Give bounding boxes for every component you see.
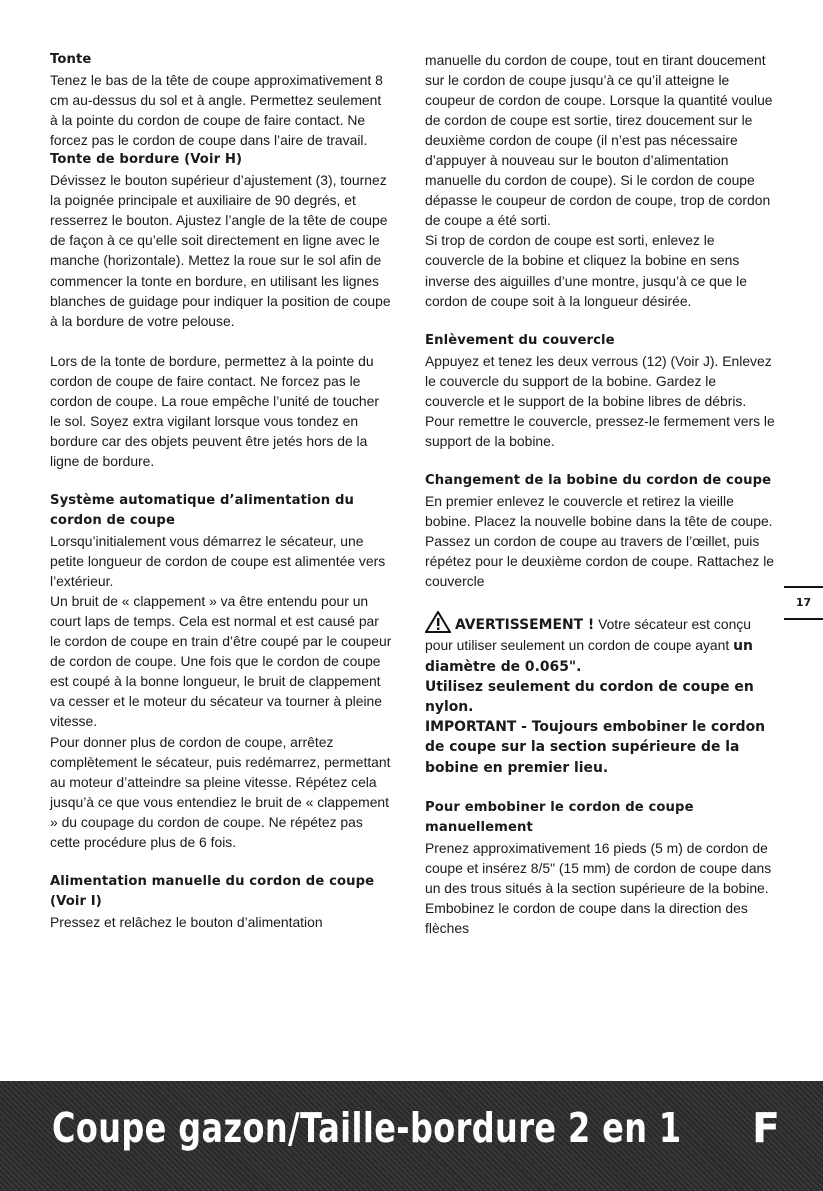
paragraph-tonte: Tenez le bas de la tête de coupe approximativement 8 cm au-dessus du sol et à angle. Permettez seulement à la pointe du cordon de coupe de faire contact. Ne forcez pas le cordon de coupe dans l’aire de travail. — [50, 72, 383, 149]
warning-nylon: Utilisez seulement du cordon de coupe en nylon. — [425, 679, 754, 716]
paragraph-enlevement-couvercle: Appuyez et tenez les deux verrous (12) (Voir J). Enlevez le couvercle du support de la bobine. Gardez le couvercle et le support de la bobine libres de débris. Pour remettre le couvercle, pressez-le fermement vers le support de la bobine. — [425, 352, 775, 449]
heading-changement-bobine: Changement de la bobine du cordon de coupe — [425, 472, 772, 488]
warning-diameter: un diamètre de 0.065". — [425, 638, 753, 676]
paragraph-tonte-bordure: Dévissez le bouton supérieur d’ajustement (3), tournez la poignée principale et auxiliaire de 90 degrés, et resserrez le bouton. Ajustez l’angle de la tête de coupe de façon à ce qu’elle soit directement en ligne avec le manche (horizontale). Mettez la roue sur le sol afin de commencer la tonte en bordure, en utilisant les lignes blanches de guidage pour indiquer la position de coupe à la bordure de votre pelouse. — [50, 172, 391, 329]
warning-important: IMPORTANT - Toujours embobiner le cordon de coupe sur la section supérieure de la bobine en premier lieu. — [425, 719, 766, 776]
page-number: 17 — [784, 586, 823, 620]
paragraph-continuation-2: Si trop de cordon de coupe est sorti, enlevez le couvercle de la bobine et cliquez la bobine en sens inverse des aiguilles d’une montre, jusqu’à ce que le cordon de coupe soit à la longueur désirée. — [425, 232, 747, 309]
warning-triangle-icon — [425, 611, 451, 633]
warning-text: Votre sécateur est conçu pour utiliser seulement un cordon de coupe ayant — [425, 616, 751, 654]
paragraph-changement-bobine: En premier enlevez le couvercle et retirez la vieille bobine. Placez la nouvelle bobine dans la tête de coupe. Passez un cordon de coupe au travers de l’œillet, puis répétez pour le deuxième cordon de coupe. Rattachez le couvercle — [425, 492, 775, 590]
paragraph-auto-3: Pour donner plus de cordon de coupe, arrêtez complètement le sécateur, puis redémarrez, permettant au moteur d’atteindre sa pleine vitesse. Répétez cela jusqu’à ce que vous entendiez le bruit de « clappement » du coupage du cordon de coupe. Ne répétez pas cette procédure plus de 6 fois. — [50, 733, 391, 850]
heading-tonte: Tonte — [50, 52, 92, 67]
warning-label: AVERTISSEMENT ! — [455, 617, 595, 634]
left-column — [50, 50, 392, 932]
heading-embobiner-manuellement: Pour embobiner le cordon de coupe manuellement — [425, 799, 694, 835]
right-column — [425, 50, 775, 938]
heading-alimentation-manuelle: Alimentation manuelle du cordon de coupe (Voir I) — [50, 873, 375, 909]
paragraph-alimentation-manuelle: Pressez et relâchez le bouton d’alimentation — [50, 913, 323, 930]
heading-systeme-automatique: Système automatique d’alimentation du cordon de coupe — [50, 492, 355, 528]
heading-enlevement-couvercle: Enlèvement du couvercle — [425, 332, 615, 348]
warning-block — [425, 611, 775, 677]
footer-language-letter: F — [752, 1104, 781, 1152]
paragraph-auto-1: Lorsqu’initialement vous démarrez le sécateur, une petite longueur de cordon de coupe est alimentée vers l’extérieur. — [50, 533, 386, 590]
heading-tonte-bordure: Tonte de bordure (Voir H) — [50, 152, 243, 168]
paragraph-tonte-bordure-2: Lors de la tonte de bordure, permettez à la pointe du cordon de coupe de faire contact. Ne forcez pas le cordon de coupe. La roue empêche l’unité de toucher le sol. Soyez extra vigilant lorsque vous tondez en bordure car des objets peuvent être jetés hors de la ligne de bordure. — [50, 352, 379, 469]
footer-banner — [0, 1081, 823, 1191]
paragraph-embobiner-manuellement: Prenez approximativement 16 pieds (5 m) de cordon de coupe et insérez 8/5" (15 mm) de cordon de coupe dans un des trous situés à la section supérieure de la bobine. Embobinez le cordon de coupe dans la direction des flèches — [425, 839, 772, 936]
paragraph-auto-2: Un bruit de « clappement » va être entendu pour un court laps de temps. Cela est normal et est causé par le cordon de coupe en train d’être coupé par le coupeur de cordon de coupe. Une fois que le cordon de coupe est coupé à la bonne longueur, le bruit de clappement va cesser et le moteur du sécateur va tourner à pleine vitesse. — [50, 593, 392, 730]
paragraph-continuation-1: manuelle du cordon de coupe, tout en tirant doucement sur le cordon de coupe jusqu’à ce qu’il atteigne le coupeur de cordon de coupe. Lorsque la quantité voulue de cordon de coupe est sortie, tirez doucement sur le deuxième cordon de coupe (il n’est pas nécessaire d’appuyer à nouveau sur le bouton d’alimentation manuelle du cordon de coupe). Si le cordon de coupe dépasse le coupeur de cordon de coupe, trop de cordon de coupe a été sorti. — [425, 52, 773, 229]
footer-title: Coupe gazon/Taille-bordure 2 en 1 — [52, 1104, 682, 1152]
